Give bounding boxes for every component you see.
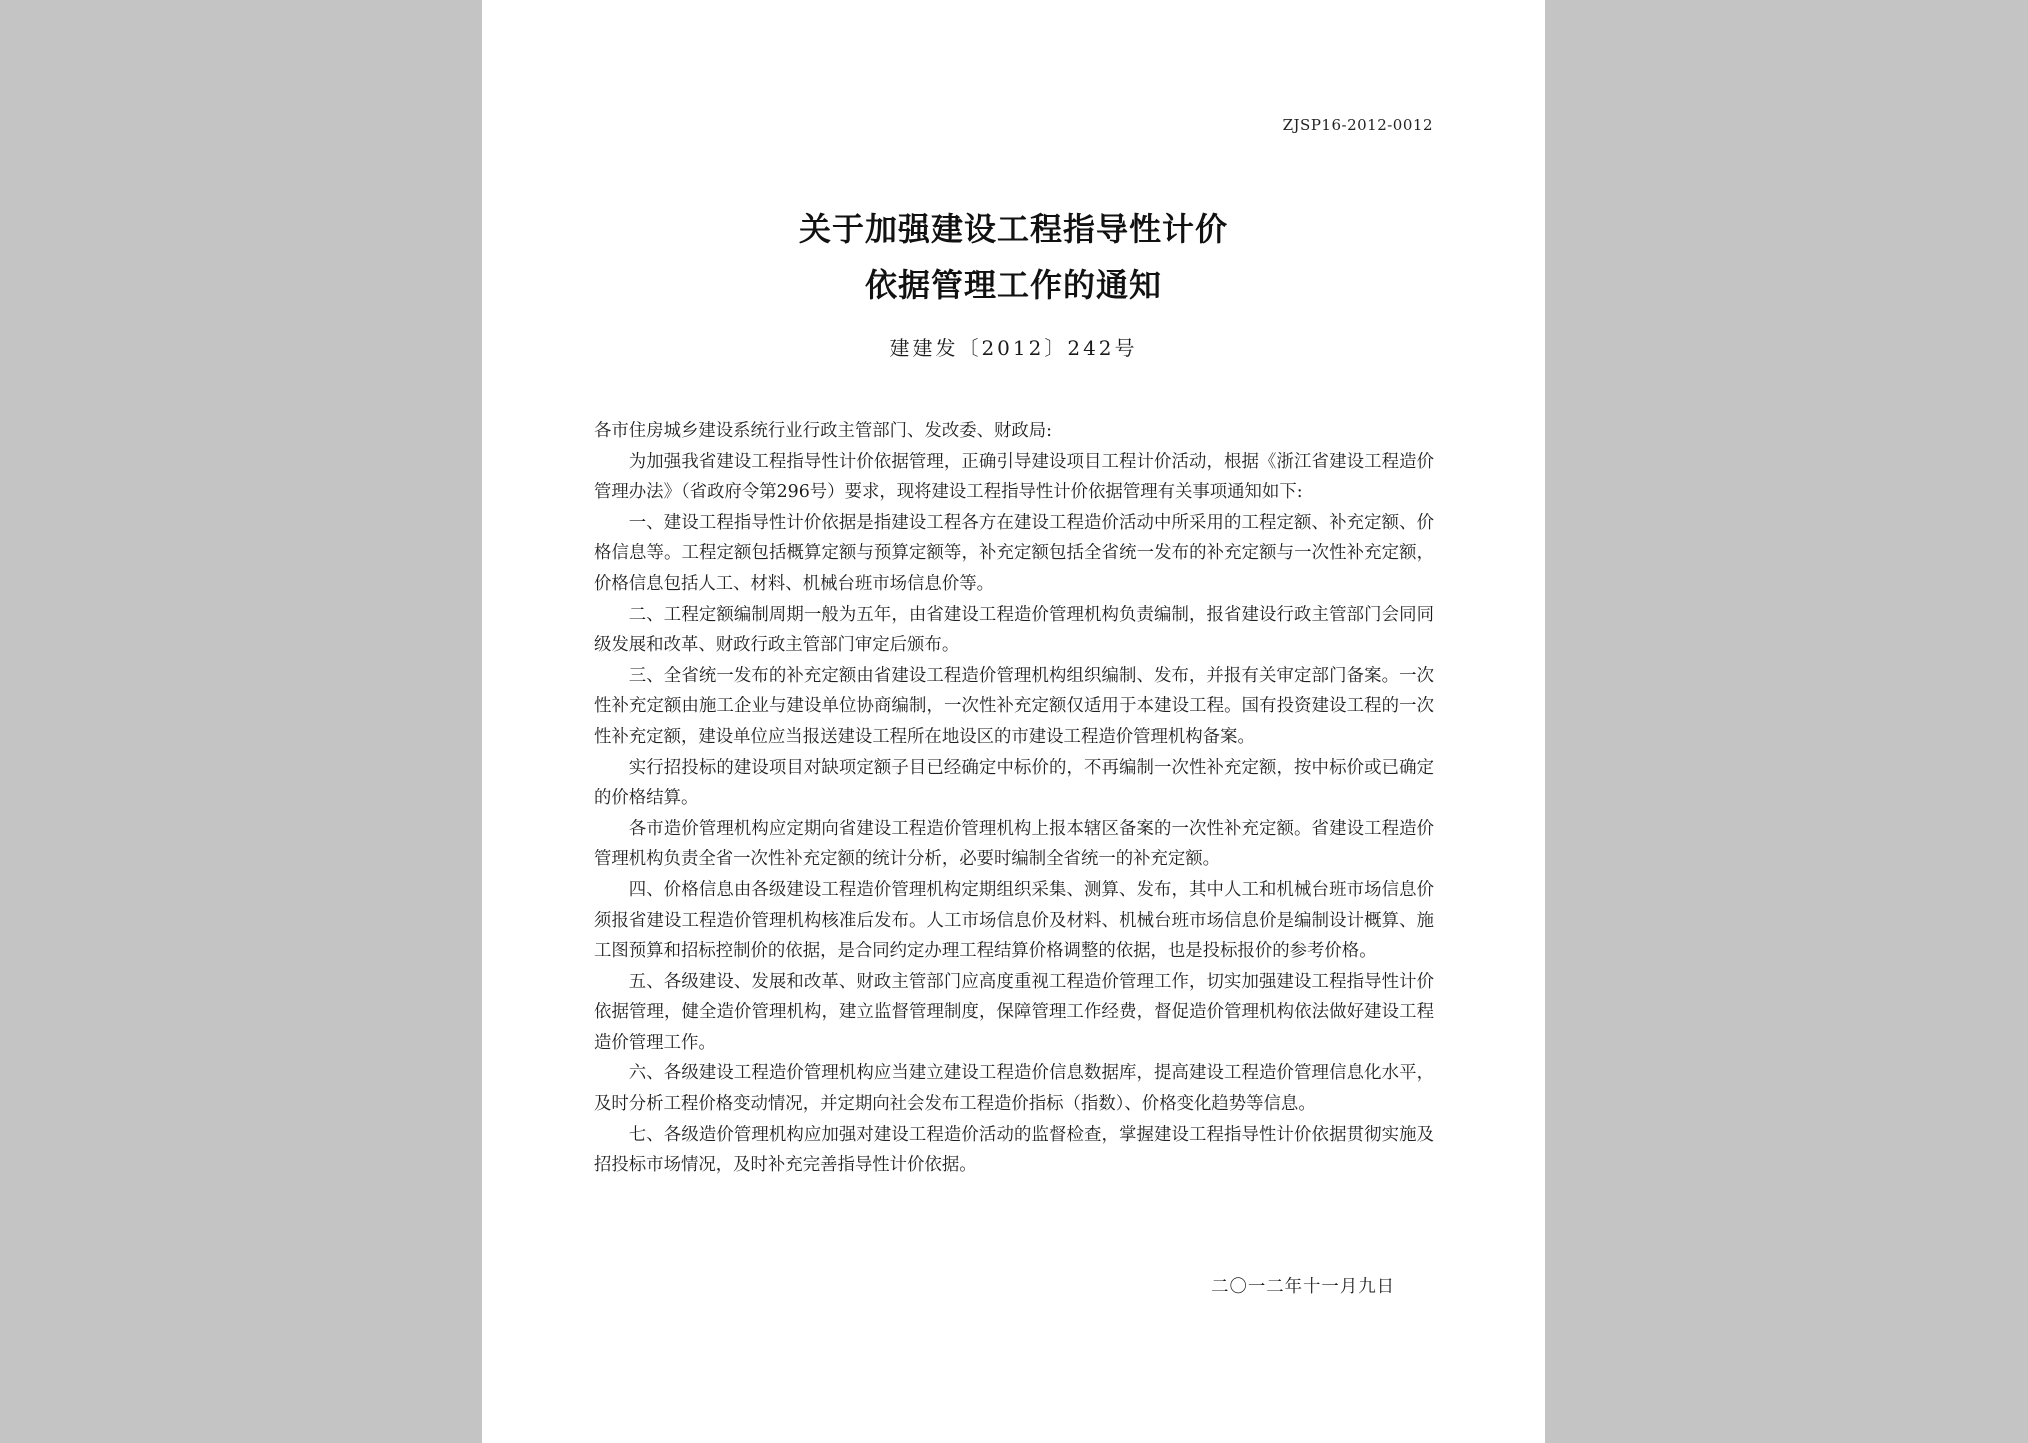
document-body: [594, 416, 1434, 1181]
paragraph: 各市造价管理机构应定期向省建设工程造价管理机构上报本辖区备案的一次性补充定额。省建设工程造价管理机构负责全省一次性补充定额的统计分析，必要时编制全省统一的补充定额。: [594, 818, 1434, 870]
paragraph: 实行招投标的建设项目对缺项定额子目已经确定中标价的，不再编制一次性补充定额，按中标价或已确定的价格结算。: [594, 757, 1434, 809]
paragraph: 为加强我省建设工程指导性计价依据管理，正确引导建设项目工程计价活动，根据《浙江省建设工程造价管理办法》（省政府令第296号）要求，现将建设工程指导性计价依据管理有关事项通知如下:: [594, 451, 1434, 503]
document-page: [482, 0, 1545, 1443]
document-title: [482, 201, 1545, 313]
document-number: 建建发〔2012〕242号: [889, 336, 1138, 360]
document-code: ZJSP16-2012-0012: [1282, 116, 1433, 134]
salutation: 各市住房城乡建设系统行业行政主管部门、发改委、财政局:: [594, 421, 1053, 441]
paragraph: 二、工程定额编制周期一般为五年，由省建设工程造价管理机构负责编制，报省建设行政主管部门会同同级发展和改革、财政行政主管部门审定后颁布。: [594, 604, 1434, 656]
paragraph: 七、各级造价管理机构应加强对建设工程造价活动的监督检查，掌握建设工程指导性计价依据贯彻实施及招投标市场情况，及时补充完善指导性计价依据。: [594, 1124, 1434, 1176]
document-date: 二〇一二年十一月九日: [1211, 1277, 1395, 1297]
title-line-2: 依据管理工作的通知: [864, 266, 1162, 304]
paragraph: 四、价格信息由各级建设工程造价管理机构定期组织采集、测算、发布，其中人工和机械台班市场信息价须报省建设工程造价管理机构核准后发布。人工市场信息价及材料、机械台班市场信息价是编制设计概算、施工图预算和招标控制价的依据，是合同约定办理工程结算价格调整的依据，也是投标报价的参考价格。: [594, 879, 1434, 962]
paragraph: 一、建设工程指导性计价依据是指建设工程各方在建设工程造价活动中所采用的工程定额、补充定额、价格信息等。工程定额包括概算定额与预算定额等，补充定额包括全省统一发布的补充定额与一次性补充定额，价格信息包括人工、材料、机械台班市场信息价等。: [594, 512, 1434, 594]
paragraph: 六、各级建设工程造价管理机构应当建立建设工程造价信息数据库，提高建设工程造价管理信息化水平，及时分析工程价格变动情况，并定期向社会发布工程造价指标（指数）、价格变化趋势等信息。: [594, 1063, 1434, 1115]
paragraph: 五、各级建设、发展和改革、财政主管部门应高度重视工程造价管理工作，切实加强建设工程指导性计价依据管理，健全造价管理机构，建立监督管理制度，保障管理工作经费，督促造价管理机构依法做好建设工程造价管理工作。: [594, 971, 1434, 1053]
title-line-1: 关于加强建设工程指导性计价: [798, 210, 1228, 248]
paragraph: 三、全省统一发布的补充定额由省建设工程造价管理机构组织编制、发布，并报有关审定部门备案。一次性补充定额由施工企业与建设单位协商编制，一次性补充定额仅适用于本建设工程。国有投资建设工程的一次性补充定额，建设单位应当报送建设工程所在地设区的市建设工程造价管理机构备案。: [594, 665, 1434, 747]
